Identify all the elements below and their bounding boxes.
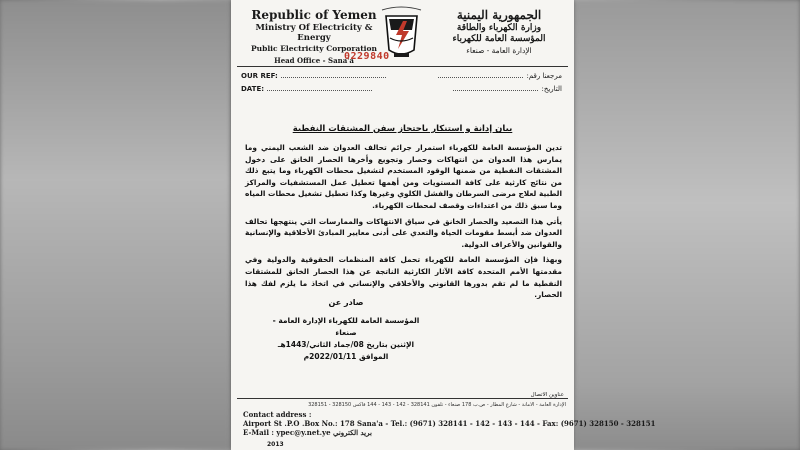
our-ref-label: OUR REF: — [241, 72, 278, 80]
contact-label: Contact address : — [243, 410, 312, 419]
signature-block — [271, 297, 421, 363]
contact-email-ar: بريد الكتروني — [332, 428, 372, 437]
address-ar: الإدارة العامة - الامانة - شارع المطار - ص.ب 178 صنعاء - تلفون 328141 - 142 - 143 - 144 فاكس 328150 - 328151 — [308, 402, 566, 408]
print-year: 2013 — [267, 441, 284, 448]
issuing-organization: المؤسسة العامة للكهرباء الإدارة العامة - صنعاء — [272, 316, 420, 337]
serial-number: 0229840 — [344, 51, 390, 62]
date-dots-ar — [453, 90, 538, 91]
letter-document — [231, 0, 656, 450]
paragraph-2: يأتي هذا التصعيد والحصار الخانق في سياق الانتهاكات والممارسات التي ينتهجها تحالف العدوان ضد أبسط مقومات الحياة والتعدي على أدنى معايير المبادئ الأخلاقية والإنسانية والقوانين والأعراف الدولية. — [245, 216, 562, 249]
reference-fields — [241, 70, 386, 96]
ministry-title-ar: وزارة الكهرباء والطاقة — [456, 23, 542, 33]
date-dots — [267, 90, 372, 91]
reference-fields-ar — [438, 70, 562, 96]
statement-body — [245, 142, 562, 305]
our-ref-dots-ar — [438, 77, 523, 78]
date-label: DATE: — [241, 85, 265, 93]
republic-title: Republic of Yemen — [251, 8, 377, 22]
arabic-letterhead — [434, 8, 564, 55]
our-ref-label-ar: مرجعنا رقم: — [526, 72, 562, 80]
paragraph-3: وبهذا فإن المؤسسة العامة للكهرباء تحمل كافة المنظمات الحقوقية والدولية وفي مقدمتها الأمم المتحدة كافة الآثار الكارثية الناتجة عن هذا الحصار الخانق للمشتقات النفطية ما لم تقم بدورها القانوني والأخلاقي والإنساني في اتخاذ ما يلزم لفك هذا الحصار. — [245, 255, 562, 300]
date-hijri: الإثنين بتاريخ 08/جماد الثاني/1443هـ — [277, 340, 415, 349]
date-label-ar: التاريخ: — [541, 85, 562, 93]
blurred-background-left — [0, 0, 230, 450]
contact-address: Airport St .P.O .Box No.: 178 Sana'a - Tel.: (9671) 328141 - 142 - 143 - 144 - Fax: (9671) 328150 - 328151 — [243, 419, 656, 428]
republic-title-ar: الجمهورية اليمنية — [456, 8, 542, 22]
header-divider — [237, 66, 568, 67]
address-label-ar: عناوين الاتصال — [530, 392, 564, 398]
contact-email: E-Mail : ypec@y.net.ye — [243, 428, 331, 437]
date-gregorian: الموافق 2022/01/11م — [303, 352, 389, 361]
ministry-title: Ministry Of Electricity & Energy — [255, 23, 373, 43]
corporation-logo-icon — [374, 4, 429, 62]
our-ref-dots — [281, 77, 386, 78]
head-office-title-ar: الإدارة العامة - صنعاء — [466, 46, 532, 55]
contact-block — [243, 410, 655, 437]
statement-title: بيان إدانة و استنكار باحتجاز سفن المشتقات النفطية — [292, 124, 513, 134]
issued-by-label: صادر عن — [328, 298, 364, 307]
head-office-title: Head Office - Sana'a — [274, 56, 354, 65]
blurred-background-right — [575, 0, 800, 450]
paragraph-1: تدين المؤسسة العامة للكهرباء استمرار جرائم تحالف العدوان ضد الشعب اليمني وما يمارس هذا العدوان من انتهاكات وحصار وتجويع وأخرها الحصار الخانق على دخول المشتقات النفطية من ضمنها الوقود المستخدم لتشغيل محطات الكهرباء وما يتبع ذلك من نتائج كارثية على كافة المستويات ومن أهمها تعطيل عمل المستشفيات والمراكز الطبية لعلاج مرضى السرطان والفشل الكلوي وغيرها وكذا تعطيل تشغيل محطات المياه وما سبق ذلك من اعتداءات وقصف لمحطات الكهرباء. — [245, 143, 562, 210]
footer-divider — [237, 398, 568, 399]
corporation-title: Public Electricity Corporation — [251, 44, 377, 53]
corporation-title-ar: المؤسسة العامة للكهرباء — [452, 34, 546, 44]
